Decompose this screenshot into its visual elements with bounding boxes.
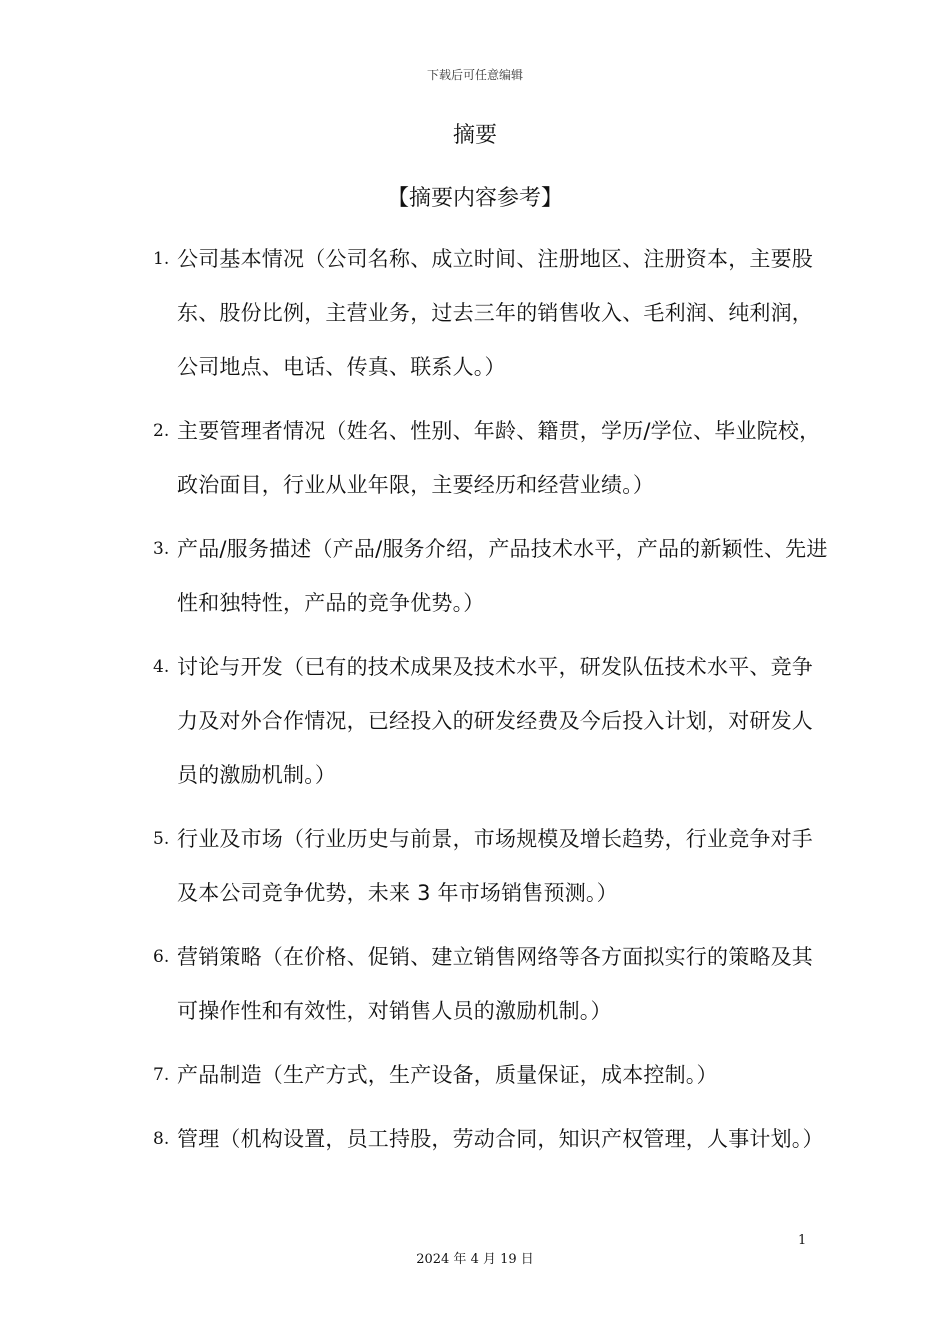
list-item-text: 产品/服务描述（产品/服务介绍，产品技术水平，产品的新颖性、先进性和独特性，产品的竞争优势。） <box>177 537 828 615</box>
list-item-number: 6. <box>153 947 170 967</box>
page-title: 摘要 <box>452 123 497 148</box>
list-item <box>0 232 950 394</box>
list-item-number: 3. <box>153 539 170 559</box>
list-item-text: 讨论与开发（已有的技术成果及技术水平，研发队伍技术水平、竞争力及对外合作情况，已经投入的研发经费及今后投入计划，对研发人员的激励机制。） <box>177 655 813 787</box>
list-item <box>0 522 950 630</box>
list-item <box>0 1112 950 1166</box>
list-item-text: 公司基本情况（公司名称、成立时间、注册地区、注册资本，主要股东、股份比例，主营业务，过去三年的销售收入、毛利润、纯利润，公司地点、电话、传真、联系人。） <box>177 247 813 379</box>
list-item <box>0 404 950 512</box>
list-item-number: 5. <box>153 829 170 849</box>
list-item <box>0 1048 950 1102</box>
list-item-number: 8. <box>153 1129 170 1149</box>
list-item-number: 1. <box>153 249 170 269</box>
list-item-number: 2. <box>153 421 170 441</box>
list-item-text: 管理（机构设置，员工持股，劳动合同，知识产权管理，人事计划。） <box>177 1127 824 1151</box>
list-item <box>0 930 950 1038</box>
list-item <box>0 812 950 920</box>
list-item <box>0 640 950 802</box>
summary-list <box>0 232 950 1176</box>
list-item-number: 7. <box>153 1065 170 1085</box>
header-note: 下载后可任意编辑 <box>426 68 523 82</box>
footer-date: 2024 年 4 月 19 日 <box>416 1252 534 1267</box>
list-item-text: 营销策略（在价格、促销、建立销售网络等各方面拟实行的策略及其可操作性和有效性，对销售人员的激励机制。） <box>177 945 813 1023</box>
list-item-text: 行业及市场（行业历史与前景，市场规模及增长趋势，行业竞争对手及本公司竞争优势，未来 3 年市场销售预测。） <box>177 827 813 905</box>
page-number: 1 <box>798 1233 807 1248</box>
list-item-number: 4. <box>153 657 170 677</box>
list-item-text: 产品制造（生产方式，生产设备，质量保证，成本控制。） <box>177 1063 718 1087</box>
page-subtitle: 【摘要内容参考】 <box>386 186 563 211</box>
list-item-text: 主要管理者情况（姓名、性别、年龄、籍贯，学历/学位、毕业院校，政治面目，行业从业年限，主要经历和经营业绩。） <box>177 419 821 497</box>
